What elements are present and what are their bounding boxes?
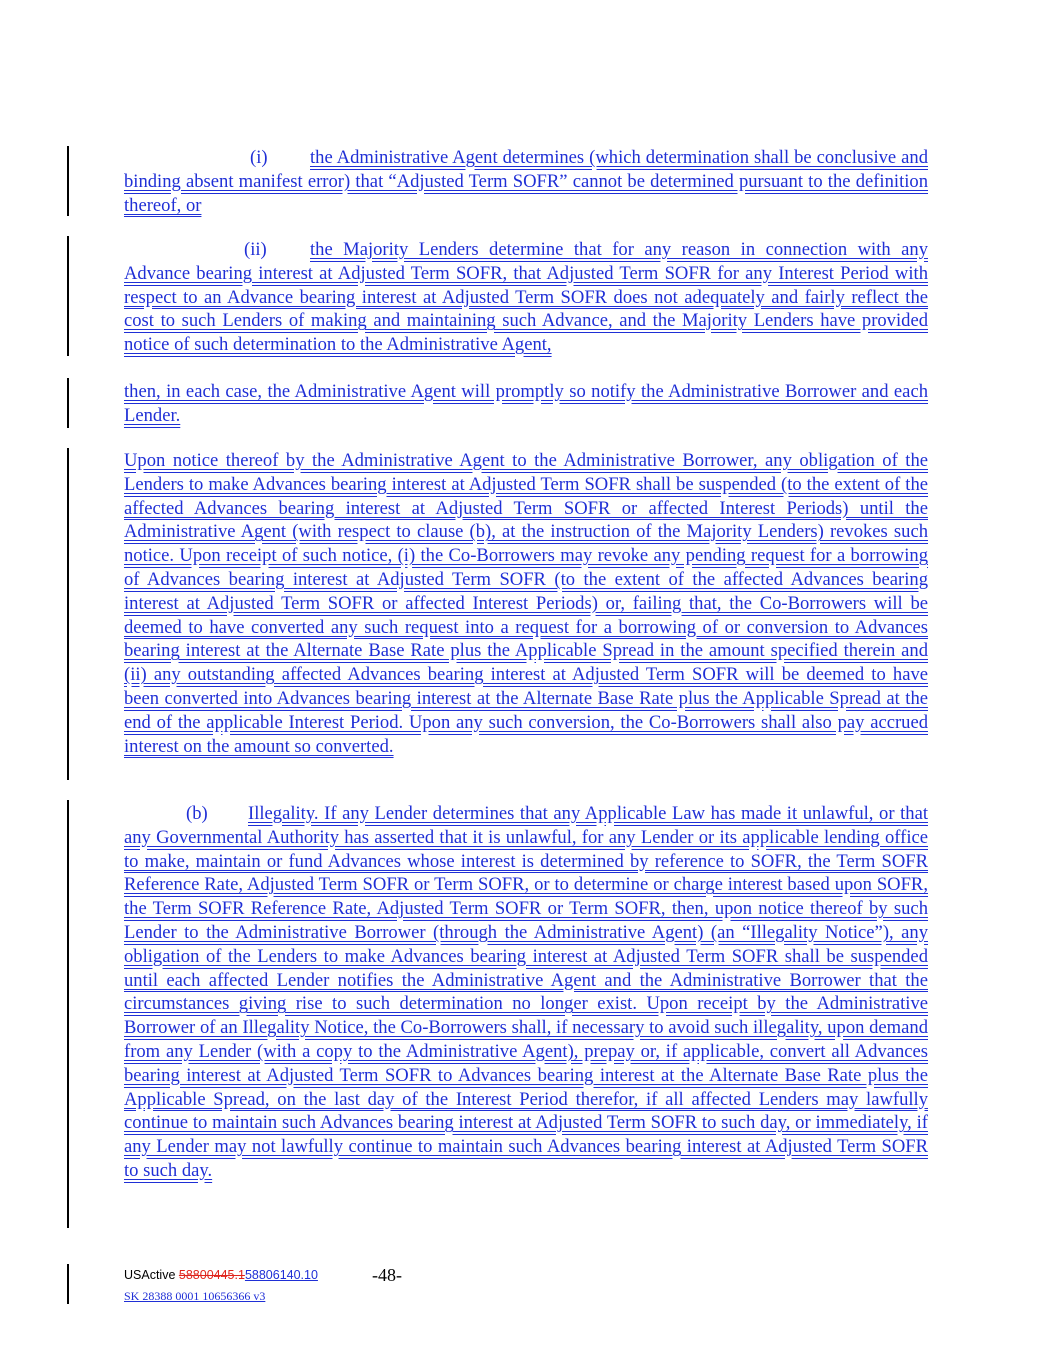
clause-i-text: the Administrative Agent determines (which determination shall be conclusive and binding absent manifest error) that “Adjusted Term SOFR” cannot be determined pursuant to the definition thereof, or xyxy=(124,147,928,216)
upon-notice-paragraph xyxy=(124,449,928,758)
change-bar xyxy=(67,146,69,216)
footer-prefix: USActive xyxy=(124,1268,179,1282)
clause-b-paragraph xyxy=(124,802,928,1183)
footer-inserted-id: 58806140.10 xyxy=(244,1268,318,1282)
clause-ii-text: the Majority Lenders determine that for any reason in connection with any Advance bearing interest at Adjusted Term SOFR, that Adjusted Term SOFR for any Interest Period with respect to an Advance bearing interest at Adjusted Term SOFR does not adequately and fairly reflect the cost to such Lenders of making and maintaining such Advance, and the Majority Lenders have provided notice of such determination to the Administrative Agent, xyxy=(124,239,928,356)
footer-deleted-id: 58800445.1 xyxy=(178,1268,245,1282)
clause-i-number: (i) xyxy=(250,147,268,168)
upon-notice-text: Upon notice thereof by the Administrative Agent to the Administrative Borrower, any obligation of the Lenders to make Advances bearing interest at Adjusted Term SOFR shall be suspended (to the extent of the affected Advances bearing interest at Adjusted Term SOFR or affected Interest Periods) until the Administrative Agent (with respect to clause (b), at the instruction of the Majority Lenders) revokes such notice. Upon receipt of such notice, (i) the Co-Borrowers may revoke any pending request for a borrowing of Advances bearing interest at Adjusted Term SOFR (to the extent of the affected Advances bearing interest at Adjusted Term SOFR or affected Interest Periods) or, failing that, the Co-Borrowers will be deemed to have converted any such request into a request for a borrowing of or conversion to Advances bearing interest at the Alternate Base Rate plus the Applicable Spread in the amount specified therein and (ii) any outstanding affected Advances bearing interest at Adjusted Term SOFR will be deemed to have been converted into Advances bearing interest at the Alternate Base Rate plus the Applicable Spread at the end of the applicable Interest Period. Upon any such conversion, the Co-Borrowers shall also pay accrued interest on the amount so converted. xyxy=(124,450,928,757)
footer-doc-identifier xyxy=(124,1268,318,1282)
change-bar xyxy=(67,378,69,428)
change-bar xyxy=(67,236,69,356)
clause-b-text: Illegality. If any Lender determines that any Applicable Law has made it unlawful, or that any Governmental Authority has asserted that it is unlawful, for any Lender or its applicable lending office to make, maintain or fund Advances whose interest is determined by reference to SOFR, the Term SOFR Reference Rate, Adjusted Term SOFR or Term SOFR, or to determine or charge interest based upon SOFR, the Term SOFR Reference Rate, Adjusted Term SOFR or Term SOFR, then, upon notice thereof by such Lender to the Administrative Borrower (through the Administrative Agent) (an “Illegality Notice”), any obligation of the Lenders to make Advances bearing interest at Adjusted Term SOFR shall be suspended until each affected Lender notifies the Administrative Agent and the Administrative Borrower that the circumstances giving rise to such determination no longer exist. Upon receipt by the Administrative Borrower of an Illegality Notice, the Co-Borrowers shall, if necessary to avoid such illegality, upon demand from any Lender (with a copy to the Administrative Agent), prepay or, if applicable, convert all Advances bearing interest at Adjusted Term SOFR to Advances bearing interest at the Alternate Base Rate plus the Applicable Spread, on the last day of the Interest Period therefor, if all affected Lenders may lawfully continue to maintain such Advances bearing interest at Adjusted Term SOFR to such day, or immediately, if any Lender may not lawfully continue to maintain such Advances bearing interest at Adjusted Term SOFR to such day. xyxy=(124,803,928,1181)
change-bar xyxy=(67,1264,69,1304)
change-bar xyxy=(67,800,69,1228)
clause-ii-paragraph xyxy=(124,238,928,357)
then-paragraph xyxy=(124,380,928,428)
footer-sk-doc-id: SK 28388 0001 10656366 v3 xyxy=(124,1289,266,1303)
then-paragraph-text: then, in each case, the Administrative Agent will promptly so notify the Administrative Borrower and each Lender. xyxy=(124,381,928,426)
clause-b-number: (b) xyxy=(186,803,208,824)
page-number: -48- xyxy=(372,1265,402,1285)
clause-i-paragraph xyxy=(124,146,928,217)
clause-ii-number: (ii) xyxy=(244,239,267,260)
change-bar xyxy=(67,448,69,780)
